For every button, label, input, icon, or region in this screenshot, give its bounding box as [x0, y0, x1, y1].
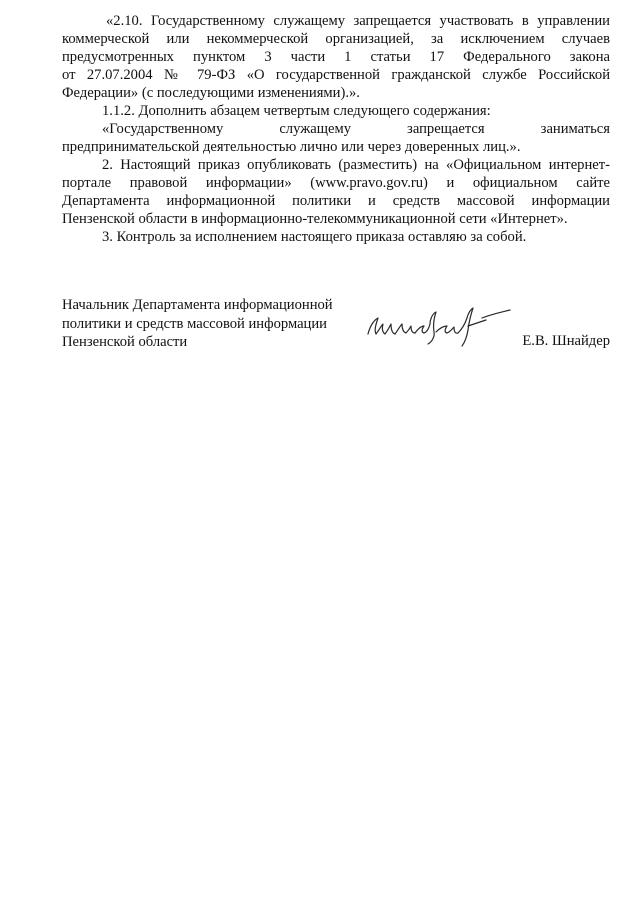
text-line: предусмотренных пунктом 3 части 1 статьи 17 Федерального закона [62, 49, 610, 65]
handwritten-signature [364, 304, 514, 350]
paragraph-1-1-2 [62, 102, 610, 120]
paragraph-control [62, 228, 610, 246]
text-line: 2. Настоящий приказ опубликовать (разместить) на «Официальном интернет- [102, 157, 610, 173]
document-body [62, 12, 610, 246]
paragraph-quote [62, 120, 610, 156]
signatory-title [62, 296, 333, 352]
signatory-title-line: политики и средств массовой информации [62, 315, 327, 332]
signature-ink [368, 308, 510, 346]
text-line: от 27.07.2004 № 79-ФЗ «О государственной гражданской службе Российской [62, 67, 610, 83]
signatory-title-line: Начальник Департамента информационной [62, 297, 333, 313]
signatory-title-line: Пензенской области [62, 334, 188, 350]
text-line: предпринимательской деятельностью лично или через доверенных лиц.». [62, 139, 521, 155]
signatory-name: Е.В. Шнайдер [522, 333, 610, 349]
text-line: «Государственному служащему запрещается заниматься [102, 121, 610, 137]
text-line: портале правовой информации» (www.pravo.gov.ru) и официальном сайте [62, 175, 610, 191]
text-line: 1.1.2. Дополнить абзацем четвертым следующего содержания: [102, 103, 491, 119]
text-line: 3. Контроль за исполнением настоящего приказа оставляю за собой. [102, 229, 527, 245]
text-line: Пензенской области в информационно-телекоммуникационной сети «Интернет». [62, 211, 568, 227]
paragraph-2-10 [62, 12, 610, 102]
text-line: коммерческой или некоммерческой организацией, за исключением случаев [62, 31, 610, 47]
text-line: «2.10. Государственному служащему запрещается участвовать в управлении [106, 13, 610, 29]
text-line: Департамента информационной политики и средств массовой информации [62, 193, 610, 209]
signature-block [62, 296, 610, 356]
paragraph-publish [62, 156, 610, 228]
text-line: Федерации» (с последующими изменениями).». [62, 85, 360, 101]
